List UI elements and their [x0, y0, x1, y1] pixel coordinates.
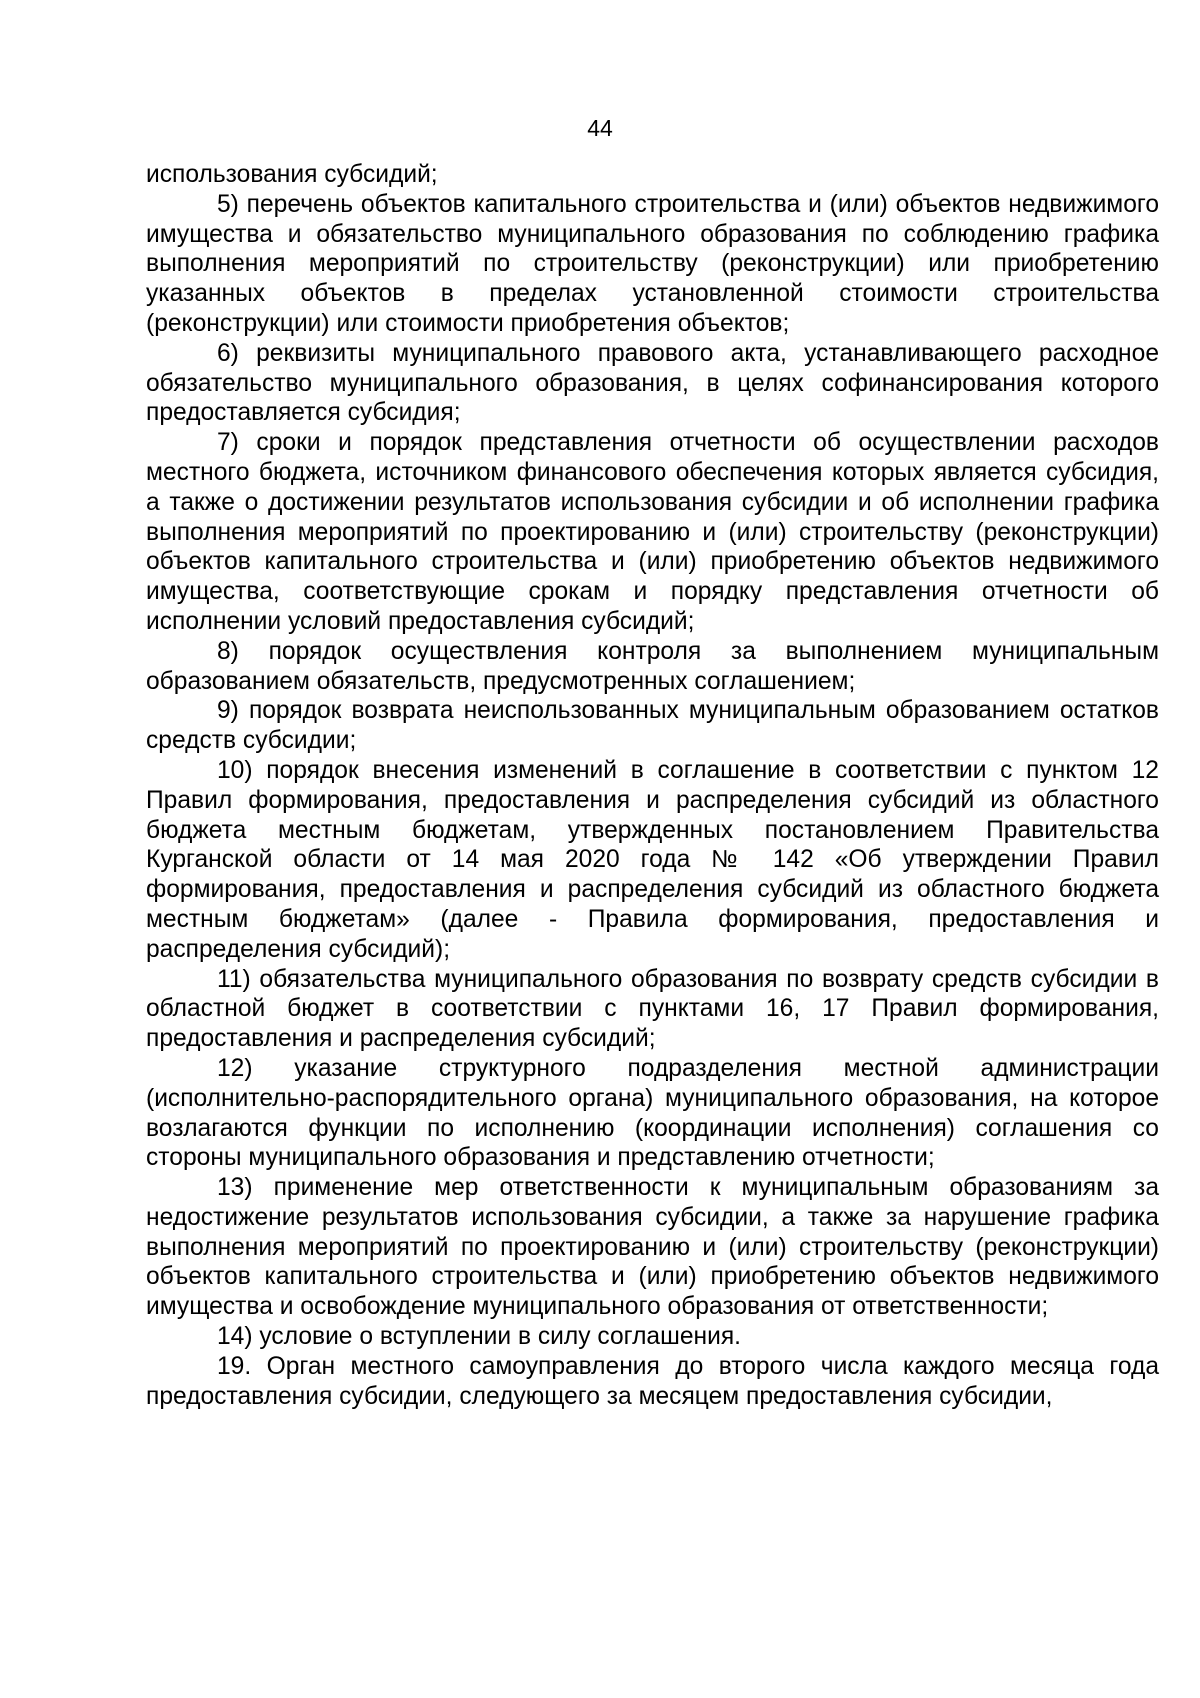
- paragraph-continuation: использования субсидий;: [146, 161, 438, 188]
- paragraph-item-11: 11) обязательства муниципального образования по возврату средств субсидии в областной бюджет в соответствии с пунктами 16, 17 Правил формирования, предоставления и распределения субсидий;: [146, 965, 1159, 1053]
- paragraph-item-7: 7) сроки и порядок представления отчетности об осуществлении расходов местного бюджета, источником финансового обеспечения которых является субсидия, а также о достижении результатов использования субсидии и об исполнении графика выполнения мероприятий по проектированию и (или) строительству (реконструкции) объектов капитального строительства и (или) приобретению объектов недвижимого имущества, соответствующие срокам и порядку представления отчетности об исполнении условий предоставления субсидий;: [146, 429, 1159, 635]
- paragraph-item-5: 5) перечень объектов капитального строительства и (или) объектов недвижимого имущества и обязательство муниципального образования по соблюдению графика выполнения мероприятий по строительству (реконструкции) или приобретению указанных объектов в пределах установленной стоимости строительства (реконструкции) или стоимости приобретения объектов;: [146, 190, 1159, 337]
- page-number: 44: [587, 115, 613, 141]
- paragraph-item-14: 14) условие о вступлении в силу соглашения.: [217, 1323, 741, 1351]
- paragraph-item-9: 9) порядок возврата неиспользованных муниципальным образованием остатков средств субсидии;: [146, 697, 1159, 755]
- paragraph-section-19: 19. Орган местного самоуправления до второго числа каждого месяца года предоставления субсидии, следующего за месяцем предоставления субсидии,: [146, 1352, 1159, 1410]
- paragraph-item-6: 6) реквизиты муниципального правового акта, устанавливающего расходное обязательство муниципального образования, в целях софинансирования которого предоставляется субсидия;: [146, 339, 1159, 427]
- paragraph-item-8: 8) порядок осуществления контроля за выполнением муниципальным образованием обязательств, предусмотренных соглашением;: [146, 637, 1159, 695]
- paragraph-item-12: 12) указание структурного подразделения местной администрации (исполнительно-распорядительного органа) муниципального образования, на которое возлагаются функции по исполнению (координации исполнения) соглашения со стороны муниципального образования и представлению отчетности;: [146, 1054, 1159, 1172]
- paragraph-item-10: 10) порядок внесения изменений в соглашение в соответствии с пунктом 12 Правил формирования, предоставления и распределения субсидий из областного бюджета местным бюджетам, утвержденных постановлением Правительства Курганской области от 14 мая 2020 года № 142 «Об утверждении Правил формирования, предоставления и распределения субсидий из областного бюджета местным бюджетам» (далее - Правила формирования, предоставления и распределения субсидий);: [146, 756, 1159, 963]
- paragraph-item-13: 13) применение мер ответственности к муниципальным образованиям за недостижение результатов использования субсидии, а также за нарушение графика выполнения мероприятий по проектированию и (или) строительству (реконструкции) объектов капитального строительства и (или) приобретению объектов недвижимого имущества и освобождение муниципального образования от ответственности;: [146, 1174, 1159, 1321]
- document-body: [146, 160, 1159, 1411]
